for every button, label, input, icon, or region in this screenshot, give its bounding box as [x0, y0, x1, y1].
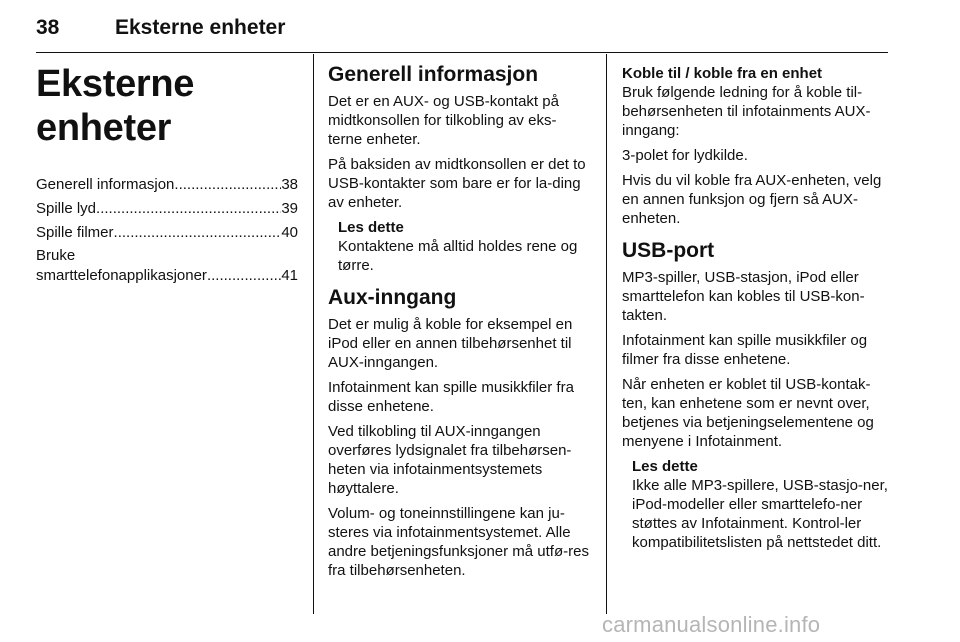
section-heading-aux: Aux-inngang [328, 286, 457, 309]
toc-entry-page: 39 [281, 200, 298, 217]
running-title: Eksterne enheter [115, 16, 286, 39]
content-column-right [622, 54, 888, 614]
toc-entry[interactable] [36, 222, 298, 243]
toc-leader-dots [114, 222, 282, 243]
toc-leader-dots [207, 265, 281, 286]
toc-entry-label-line1: Bruke [36, 247, 76, 264]
section-heading-general: Generell informasjon [328, 63, 539, 86]
note-text: Ikke alle MP3-spillere, USB-stasjo-ner, iPod-modeller eller smarttelefo-ner støttes av Infotainment. Kontrol-ler kompatibilitetslisten på nettstedet ditt. [632, 477, 888, 551]
paragraph: Infotainment kan spille musikkfiler fra disse enhetene. [328, 379, 574, 415]
paragraph: MP3-spiller, USB-stasjon, iPod eller smarttelefon kan kobles til USB-kon-takten. [622, 269, 865, 324]
note-title: Les dette [338, 219, 404, 236]
toc-entry-page: 40 [281, 224, 298, 241]
paragraph: 3-polet for lydkilde. [622, 147, 748, 164]
paragraph: Det er en AUX- og USB-kontakt på midtkonsollen for tilkobling av eks-terne enheter. [328, 93, 559, 148]
toc-leader-dots [174, 174, 281, 195]
note-text: Kontaktene må alltid holdes rene og tørre. [338, 238, 578, 274]
page-header [36, 14, 888, 53]
toc-entry-page: 38 [281, 176, 298, 193]
toc-entry-label: Spille filmer [36, 224, 114, 241]
watermark-text: carmanualsonline.info [602, 612, 821, 637]
toc-column [36, 54, 298, 614]
note-box [632, 457, 888, 552]
toc-entry-label: Generell informasjon [36, 176, 175, 193]
toc-entry[interactable] [36, 246, 298, 286]
page-number: 38 [36, 16, 60, 39]
content-column-middle [328, 54, 590, 614]
toc-entry-label: Spille lyd [36, 200, 97, 217]
column-divider [313, 54, 314, 614]
toc-leader-dots [96, 198, 281, 219]
paragraph: Når enheten er koblet til USB-kontak-ten, kan enhetene som er nevnt over, betjenes via betjeningselementene og menyene i Infotainment. [622, 376, 874, 450]
paragraph: Bruk følgende ledning for å koble til-behørsenheten til infotainments AUX-inngang: [622, 84, 871, 139]
paragraph: Det er mulig å koble for eksempel en iPod eller en annen tilbehørsenhet til AUX-inngangen. [328, 316, 573, 371]
toc-entry-page: 41 [281, 267, 298, 284]
toc-entry[interactable] [36, 174, 298, 195]
section-heading-usb: USB-port [622, 239, 715, 262]
paragraph: Ved tilkobling til AUX-inngangen overføres lydsignalet fra tilbehørsen-heten via infotainmentsystemets høyttalere. [328, 423, 572, 497]
column-divider [606, 54, 607, 614]
subsection-heading-connect: Koble til / koble fra en enhet [622, 65, 823, 82]
paragraph: Hvis du vil koble fra AUX-enheten, velg en annen funksjon og fjern så AUX-enheten. [622, 172, 882, 227]
note-box [338, 218, 590, 275]
paragraph: På baksiden av midtkonsollen er det to USB-kontakter som bare er for la-ding av enheter. [328, 156, 586, 211]
note-title: Les dette [632, 458, 698, 475]
toc-entry[interactable] [36, 198, 298, 219]
toc-entry-label-line2: smarttelefonapplikasjoner [36, 267, 207, 284]
paragraph: Infotainment kan spille musikkfiler og filmer fra disse enhetene. [622, 332, 868, 368]
paragraph: Volum- og toneinnstillingene kan ju-steres via infotainmentsystemet. Alle andre betjeningsfunksjoner må utfø-res fra tilbehørsenheten. [328, 505, 589, 579]
chapter-title: Eksterne enheter [36, 63, 195, 149]
